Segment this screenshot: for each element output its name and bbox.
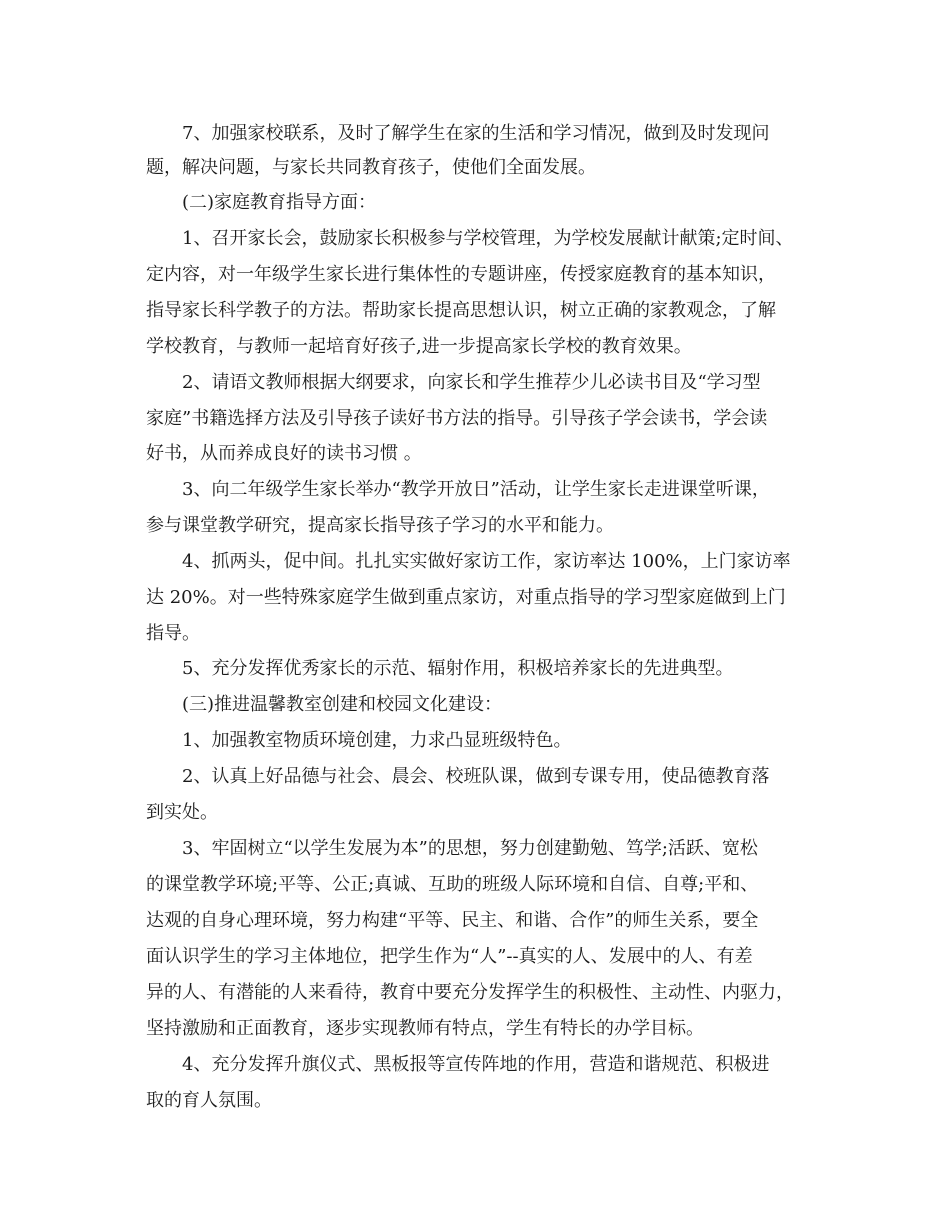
- text-line: 达观的自身心理环境，努力构建“平等、民主、和谐、合作”的师生关系，要全: [146, 910, 759, 931]
- text-line: 2、请语文教师根据大纲要求，向家长和学生推荐少儿必读书目及“学习型: [182, 372, 761, 393]
- text-line: 4、抓两头，促中间。扎扎实实做好家访工作，家访率达 100%，上门家访率: [182, 551, 791, 572]
- text-line: 家庭”书籍选择方法及引导孩子读好书方法的指导。引导孩子学会读书，学会读: [146, 408, 768, 429]
- text-line: 1、加强教室物质环境创建，力求凸显班级特色。: [182, 730, 572, 751]
- text-line: 1、召开家长会，鼓励家长积极参与学校管理，为学校发展献计献策;定时间、: [182, 228, 794, 249]
- text-line: 3、牢固树立“以学生发展为本”的思想，努力创建勤勉、笃学;活跃、宽松: [182, 838, 758, 859]
- text-line: 达 20%。对一些特殊家庭学生做到重点家访，对重点指导的学习型家庭做到上门: [146, 587, 786, 608]
- text-line: 异的人、有潜能的人来看待，教育中要充分发挥学生的积极性、主动性、内驱力，: [146, 982, 794, 1003]
- text-line: 参与课堂教学研究，提高家长指导孩子学习的水平和能力。: [146, 515, 614, 536]
- text-line: 取的育人氛围。: [146, 1090, 272, 1111]
- text-line: 的课堂教学环境;平等、公正;真诚、互助的班级人际环境和自信、自尊;平和、: [146, 874, 759, 895]
- text-line: 指导。: [146, 623, 200, 644]
- text-line: 4、充分发挥升旗仪式、黑板报等宣传阵地的作用，营造和谐规范、积极进: [182, 1054, 770, 1075]
- text-line: 到实处。: [146, 802, 218, 823]
- text-line: 学校教育，与教师一起培育好孩子,进一步提高家长学校的教育效果。: [146, 336, 692, 357]
- text-line: 5、充分发挥优秀家长的示范、辐射作用，积极培养家长的先进典型。: [182, 658, 734, 679]
- text-line: 3、向二年级学生家长举办“教学开放日”活动，让学生家长走进课堂听课，: [182, 479, 770, 500]
- text-line: 定内容，对一年级学生家长进行集体性的专题讲座，传授家庭教育的基本知识，: [146, 264, 776, 285]
- text-line: 题，解决问题，与家长共同教育孩子，使他们全面发展。: [146, 157, 596, 178]
- text-line: 面认识学生的学习主体地位，把学生作为“人”--真实的人、发展中的人、有差: [146, 946, 753, 967]
- text-line: 2、认真上好品德与社会、晨会、校班队课，做到专课专用，使品德教育落: [182, 766, 770, 787]
- text-line: 指导家长科学教子的方法。帮助家长提高思想认识，树立正确的家教观念，了解: [146, 300, 776, 321]
- section-heading: (二)家庭教育指导方面：: [182, 192, 377, 213]
- text-line: 好书，从而养成良好的读书习惯 。: [146, 443, 422, 464]
- section-heading: (三)推进温馨教室创建和校园文化建设：: [182, 694, 503, 715]
- text-line: 坚持激励和正面教育，逐步实现教师有特点，学生有特长的办学目标。: [146, 1018, 704, 1039]
- text-line: 7、加强家校联系，及时了解学生在家的生活和学习情况，做到及时发现问: [182, 123, 770, 144]
